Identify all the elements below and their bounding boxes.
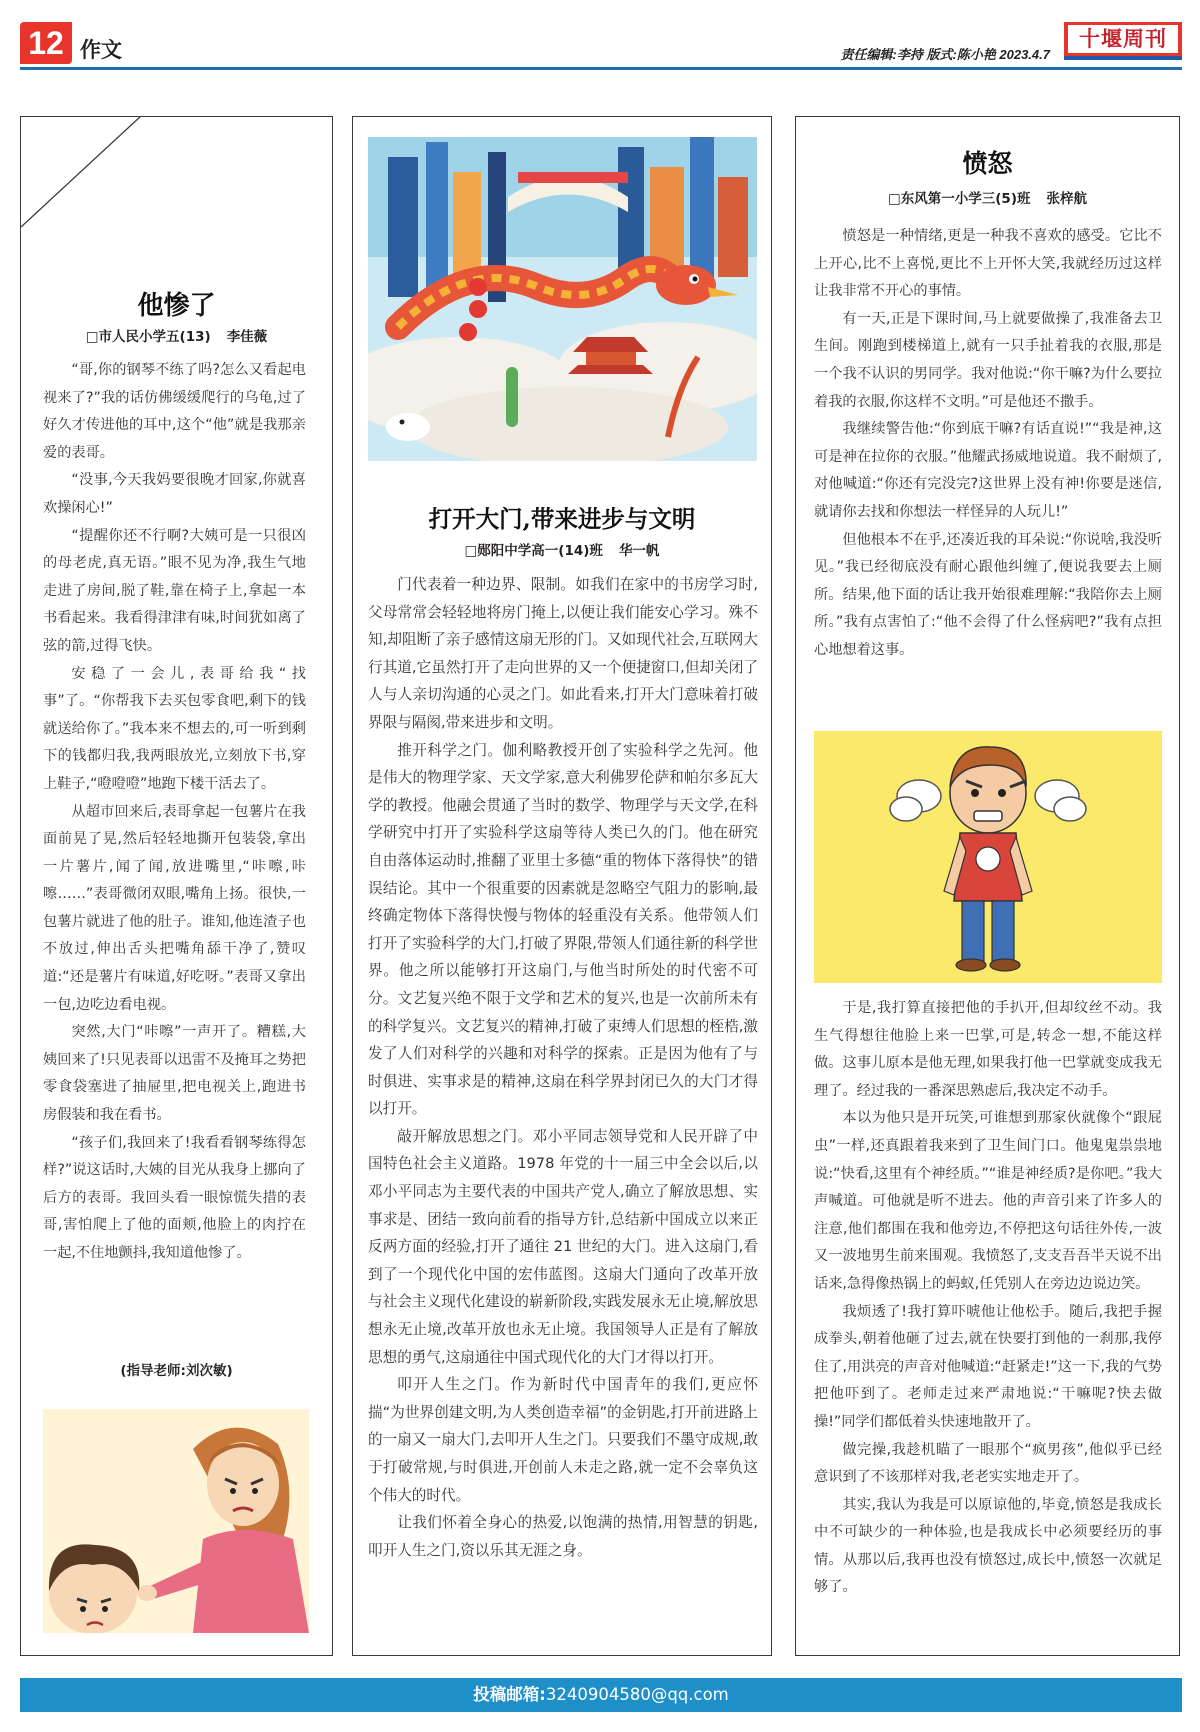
paragraph: 但他根本不在乎,还凑近我的耳朵说:“你说啥,我没听见。”我已经彻底没有耐心跟他纠缠了,便说我要去上厕所。结果,他下面的话让我开始很难理解:“我陪你去上厕所。”我有点害怕了:“他不会得了什么怪病吧?”我有点担心地想着这事。 [814, 531, 1162, 658]
author-name: 华一帆 [618, 543, 660, 559]
paragraph: 突然,大门“咔嚓”一声开了。糟糕,大姨回来了!只见表哥以迅雷不及掩耳之势把零食袋塞进了抽屉里,把电视关上,跑进书房假装和我在看书。 [43, 1024, 306, 1124]
submission-footer [20, 1678, 1182, 1712]
page-number: 12 [20, 22, 72, 64]
paragraph: 安稳了一会儿,表哥给我“找事”了。“你帮我下去买包零食吧,剩下的钱就送给你了。”我本来不想去的,可一听到剩下的钱都归我,我两眼放光,立刻放下书,穿上鞋子,“噔噔噔”地跑下楼干活去了。 [43, 665, 306, 792]
masthead-logo [1064, 22, 1182, 60]
paragraph: 叩开人生之门。作为新时代中国青年的我们,更应怀揣“为世界创建文明,为人类创造幸福”的金钥匙,打开前进路上的一扇又一扇大门,去叩开人生之门。只要我们不墨守成规,敢于打破常规,与时俱进,开创前人未走之路,就一定不会辜负这个伟大的时代。 [368, 1376, 758, 1504]
paragraph: 敲开解放思想之门。邓小平同志领导党和人民开辟了中国特色社会主义道路。1978 年党的十一届三中全会以后,以邓小平同志为主要代表的中国共产党人,确立了解放思想、实事求是、团结一致向前看的指导方针,总结新中国成立以来正反两方面的经验,打开了通往 21 世纪的大门。进入这扇门,看到了一个现代化中国的宏伟蓝图。这扇大门通向了改革开放与社会主义现代化建设的崭新阶段,实践发展永无止境,解放思想永无止境,改革开放也永无止境。我国领导人正是有了解放思想的勇气,这扇通往中国式现代化的大门才得以打开。 [368, 1127, 758, 1366]
paragraph: 其实,我认为我是可以原谅他的,毕竟,愤怒是我成长中不可缺少的一种体验,也是我成长中必须要经历的事情。从那以后,我再也没有愤怒过,成长中,愤怒一次就足够了。 [814, 1496, 1162, 1596]
angry-boy-drawing [814, 731, 1162, 983]
article-byline [353, 539, 771, 559]
angry-boy-illustration [814, 731, 1162, 983]
article-middle [352, 116, 772, 1656]
article-title: 打开大门,带来进步与文明 [428, 505, 696, 533]
teacher-credit: (指导老师:刘次敏) [120, 1363, 233, 1379]
editor-credits: 责任编辑:李持 版式:陈小艳 2023.4.7 [840, 47, 1050, 62]
paragraph: 愤怒是一种情绪,更是一种我不喜欢的感受。它比不上开心,比不上喜悦,更比不上开怀大笑,我就经历过这样让我非常不开心的事情。 [814, 228, 1162, 300]
article-left [20, 116, 333, 1656]
submission-email: 3240904580@qq.com [545, 1685, 729, 1704]
paragraph: 做完操,我趁机瞄了一眼那个“疯男孩”,他似乎已经意识到了不该那样对我,老老实实地走开了。 [814, 1441, 1162, 1486]
article-right [795, 116, 1180, 1656]
paragraph: 我继续警告他:“你到底干嘛?有话直说!”“我是神,这可是神在拉你的衣服。”他耀武扬威地说道。我不耐烦了,对他喊道:“你还有完没完?这世界上没有神!你要是迷信,就请你去找和你想法一样怪异的人玩儿!” [814, 421, 1162, 520]
paragraph: “提醒你还不行啊?大姨可是一只很凶的母老虎,真无语。”眼不见为净,我生气地走进了房间,脱了鞋,靠在椅子上,拿起一本书看起来。我看得津津有味,时间犹如离了弦的箭,过得飞快。 [43, 527, 306, 654]
author-name: 张梓航 [1046, 191, 1087, 207]
submission-label: 投稿邮箱: [473, 1685, 546, 1704]
article-title: 他惨了 [137, 291, 216, 321]
author-name: 李佳薇 [226, 329, 268, 345]
cityscape-illustration [368, 137, 757, 461]
masthead-text: 十堰周刊 [1068, 25, 1178, 53]
paragraph: “孩子们,我回来了!我看看钢琴练得怎样?”说这话时,大姨的目光从我身上挪向了后方的表哥。我回头看一眼惊慌失措的表哥,害怕爬上了他的面颊,他脸上的肉拧在一起,不住地颤抖,我知道他惨了。 [43, 1134, 306, 1261]
corner-decoration [21, 117, 334, 227]
paragraph: 门代表着一种边界、限制。如我们在家中的书房学习时,父母常常会轻轻地将房门掩上,以便让我们能安心学习。殊不知,却阻断了亲子感情这扇无形的门。又如现代社会,互联网大行其道,它虽然打开了走向世界的又一个便捷窗口,但却关闭了人与人亲切沟通的心灵之门。如此看来,打开大门意味着打破界限与隔阂,带来进步和文明。 [368, 576, 758, 731]
page-header [20, 18, 1182, 70]
paragraph: 让我们怀着全身心的热爱,以饱满的热情,用智慧的钥匙,叩开人生之门,资以乐其无涯之身。 [368, 1514, 758, 1559]
paragraph: 我烦透了!我打算吓唬他让他松手。随后,我把手握成拳头,朝着他砸了过去,就在快要打到他的一刹那,我停住了,用洪亮的声音对他喊道:“赶紧走!”这一下,我的气势把他吓到了。老师走过来严肃地说:“干嘛呢?快去做操!”同学们都低着头快速地散开了。 [814, 1303, 1162, 1430]
article-body-top [814, 223, 1162, 665]
author-school: □市人民小学五(13) [85, 329, 211, 345]
header-rule [20, 67, 1182, 70]
article-body [368, 571, 758, 1564]
dragon-city-drawing [368, 137, 757, 461]
paragraph: 于是,我打算直接把他的手扒开,但却纹丝不动。我生气得想往他脸上来一巴掌,可是,转念一想,不能这样做。这事儿原本是他无理,如果我打他一巴掌就变成我无理了。经过我的一番深思熟虑后,我决定不动手。 [814, 1000, 1162, 1099]
article-byline [21, 325, 332, 345]
paragraph: “哥,你的钢琴不练了吗?怎么又看起电视来了?”我的话仿佛缓缓爬行的乌龟,过了好久才传进他的耳中,这个“他”就是我那亲爱的表哥。 [43, 362, 306, 461]
paragraph: 本以为他只是开玩笑,可谁想到那家伙就像个“跟屁虫”一样,还真跟着我来到了卫生间门口。他鬼鬼祟祟地说:“快看,这里有个神经质。”“谁是神经质?是你吧。”我大声喊道。可他就是听不进去。他的声音引来了许多人的注意,他们都围在我和他旁边,不停把这句话往外传,一波又一波地男生前来围观。我愤怒了,支支吾吾半天说不出话来,急得像热锅上的蚂蚁,任凭别人在旁边边说边笑。 [814, 1110, 1162, 1292]
author-school: □郧阳中学高一(14)班 [464, 543, 603, 559]
paragraph: 有一天,正是下课时间,马上就要做操了,我准备去卫生间。刚跑到楼梯道上,就有一只手扯着我的衣服,那是一个我不认识的男同学。我对他说:“你干嘛?为什么要拉着我的衣服,你这样不文明。”可是他还不撒手。 [814, 310, 1162, 410]
article-title: 愤怒 [962, 149, 1013, 178]
paragraph: 从超市回来后,表哥拿起一包薯片在我面前晃了晃,然后轻轻地撕开包装袋,拿出一片薯片,闻了闻,放进嘴里,“咔嚓,咔嚓……”表哥微闭双眼,嘴角上扬。很快,一包薯片就进了他的肚子。谁知,他连渣子也不放过,伸出舌头把嘴角舔干净了,赞叹道:“还是薯片有味道,好吃呀。”表哥又拿出一包,边吃边看电视。 [43, 803, 306, 1013]
cartoon-illustration [43, 1409, 309, 1633]
article-byline [796, 187, 1179, 207]
paragraph: 推开科学之门。伽利略教授开创了实验科学之先河。他是伟大的物理学家、天文学家,意大利佛罗伦萨和帕尔多瓦大学的教授。他融会贯通了当时的数学、物理学与天文学,在科学研究中打开了实验科学这扇等待人类已久的门。他在研究自由落体运动时,推翻了亚里士多德“重的物体下落得快”的错误结论。其中一个很重要的因素就是忽略空气阻力的影响,最终确定物体下落得快慢与物体的轻重没有关系。他带领人们打开了实验科学的大门,打破了界限,带领人们通往新的科学世界。他之所以能够打开这扇门,与他当时所处的时代密不可分。文艺复兴绝不限于文学和艺术的复兴,也是一次前所未有的科学复兴。文艺复兴的精神,打破了束缚人们思想的桎梏,激发了人们对科学的兴趣和对科学的探索。正是因为他有了与时俱进、实事求是的精神,这扇在科学界封闭已久的大门才得以打开。 [368, 741, 758, 1118]
cartoon-drawing [43, 1409, 309, 1633]
section-title: 作文 [80, 38, 122, 62]
author-school: □东风第一小学三(5)班 [888, 191, 1031, 207]
article-body [43, 357, 306, 1268]
paragraph: “没事,今天我妈要很晚才回家,你就喜欢操闲心!” [43, 472, 306, 516]
article-body-bottom [814, 995, 1162, 1602]
